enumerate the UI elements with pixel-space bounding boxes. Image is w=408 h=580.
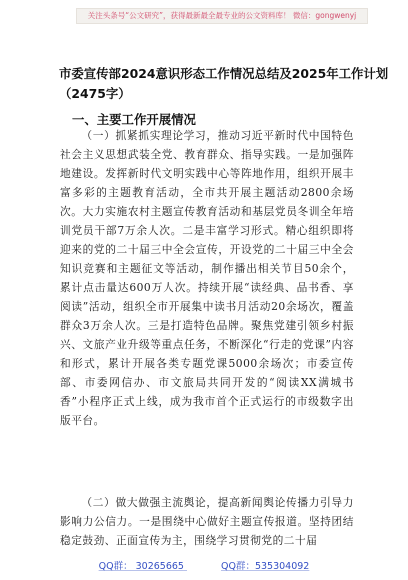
footer-contact [0, 558, 408, 572]
section-heading: 一、主要工作开展情况 [72, 112, 196, 127]
word-count: （2475字） [59, 86, 131, 101]
qq-group-1[interactable]: QQ群： 30265665 [98, 561, 184, 572]
paragraph: （一）抓紧抓实理论学习，推动习近平新时代中国特色社会主义思想武装全党、教育群众、指导实践。一是加强阵地建设。发挥新时代文明实践中心等阵地作用，组织开展丰富多彩的主题教育活动，全市共开展主题活动2800余场次。大力实施农村主题宣传教育活动和基层党员冬训全年培训党员干部7万余人次。二是丰富学习形式。精心组织即将迎来的党的二十届三中全会宣传，开设党的二十届三中全会知识竞赛和主题征文等活动，制作播出相关节目50余个，累计点击量达600万人次。持续开展“读经典、品书香、享阅读”活动，组织全市开展集中读书月活动20余场次，覆盖群众3万余人次。三是打造特色品牌。聚焦党建引领乡村振兴、文旅产业升级等重点任务，不断深化“行走的党课”内容和形式，累计开展各类专题党课5000余场次；市委宣传部、市委网信办、市文旅局共同开发的“阅读XX满城书香”小程序正式上线，成为我市首个正式运行的市级数字出版平台。 [60, 129, 354, 427]
top-banner: 关注头条号“公文研究”，获得最新最全最专业的公文资料库！ 微信：gongwenyj [76, 8, 368, 24]
qq-group-2[interactable]: QQ群：535304092 [221, 561, 310, 572]
title-text: 市委宣传部2024意识形态工作情况总结及2025年工作计划 [59, 66, 389, 81]
document-title [59, 64, 389, 104]
paragraph: （二）做大做强主流舆论，提高新闻舆论传播力引导力影响力公信力。一是围绕中心做好主题宣传报道。坚持团结稳定鼓劲、正面宣传为主，围绕学习贯彻党的二十届 [60, 496, 354, 547]
